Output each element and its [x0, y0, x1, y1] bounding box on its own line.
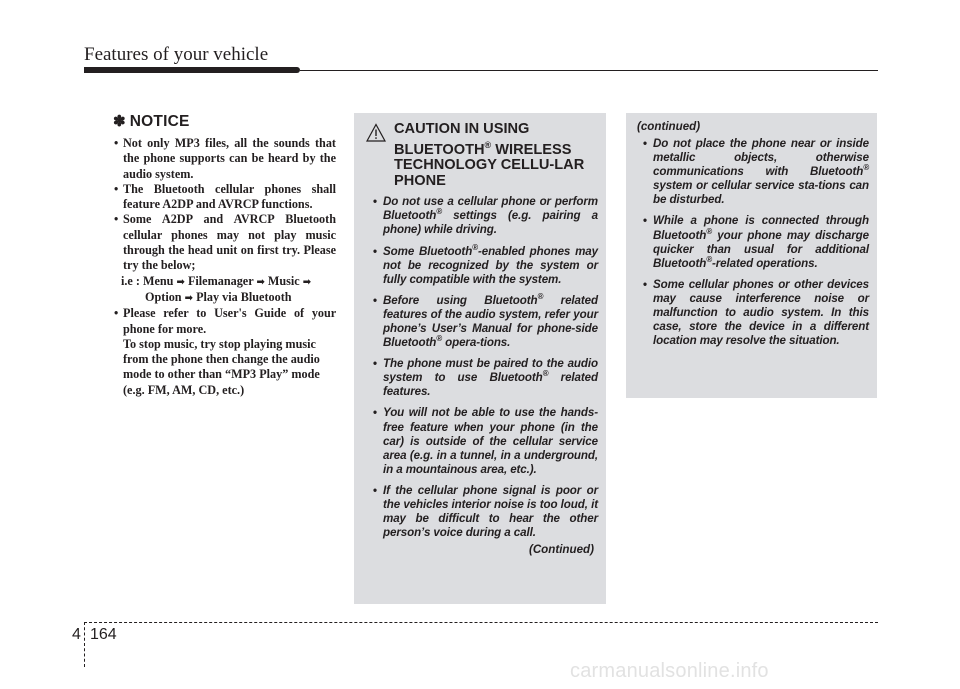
notice-heading-text: NOTICE: [129, 113, 190, 130]
caution-list: [635, 137, 869, 348]
continued-label: (Continued): [528, 543, 594, 557]
caution-item: • You will not be able to use the hands-free feature when your phone (in the car) is outside of the cellular service area (e.g. in a tunnel, in a underground, in a mountainous area, etc.).: [373, 406, 598, 476]
caution-box-continued: [626, 113, 877, 398]
caution-list: [365, 195, 598, 540]
caution-item: • Before using Bluetooth® related features of the audio system, refer your phone’s User’s Manual for phone-side Bluetooth® opera-tions.: [373, 291, 598, 350]
arrow-right-icon: ➡: [184, 292, 194, 304]
notice-item: • Not only MP3 files, all the sounds that the phone supports can be heard by the audio system.: [114, 136, 336, 181]
warning-triangle-icon: [366, 123, 386, 143]
arrow-right-icon: ➡: [256, 276, 265, 288]
watermark: carmanualsonline.info: [570, 660, 769, 682]
caution-item: • The phone must be paired to the audio system to use Bluetooth® related features.: [373, 357, 598, 399]
notice-item: • Some A2DP and AVRCP Bluetooth cellular phones may not play music through the head unit on first try. Please try the below; i.e : Menu ➡ Filemanager ➡ Music ➡ Option ➡ Play via Bluetooth: [114, 212, 336, 306]
footer-divider: [84, 622, 85, 667]
caution-item: • Do not use a cellular phone or perform Bluetooth® settings (e.g. pairing a phone) while driving.: [373, 195, 598, 237]
notice-section: [114, 112, 336, 398]
caution-header: [365, 122, 598, 189]
caution-item: • If the cellular phone signal is poor or the vehicles interior noise is too loud, it may be difficult to hear the other person’s voice during a call.: [373, 483, 598, 540]
caution-item: • Some Bluetooth®-enabled phones may not be recognized by the system or fully compatible with the system.: [373, 242, 598, 286]
caution-item: • Some cellular phones or other devices may cause interference noise or malfunction to audio system. In this case, store the device in a different location may resolve the situation.: [643, 277, 869, 348]
caution-item: • While a phone is connected through Bluetooth® your phone may discharge quicker than usual for additional Bluetooth®-related operations.: [643, 214, 869, 270]
continued-label: (continued): [637, 120, 701, 133]
header-rule-thin: [300, 70, 878, 71]
header-rule-thick: [84, 67, 300, 73]
chapter-number: 4: [72, 626, 81, 643]
notice-list: [114, 136, 336, 398]
notice-star-icon: ✽: [113, 113, 126, 130]
page-number: 164: [90, 626, 117, 643]
page-header-title: Features of your vehicle: [84, 44, 269, 65]
notice-extra: To stop music, try stop playing music from the phone then change the audio mode to other than “MP3 Play” mode (e.g. FM, AM, CD, etc.): [123, 336, 320, 397]
arrow-right-icon: ➡: [302, 276, 312, 288]
notice-heading: [113, 112, 336, 131]
caution-title: CAUTION IN USING BLUETOOTH® WIRELESS TECHNOLOGY CELLU-LAR PHONE: [394, 121, 585, 189]
arrow-right-icon: ➡: [176, 276, 185, 288]
notice-item: • The Bluetooth cellular phones shall feature A2DP and AVRCP functions.: [114, 181, 336, 212]
caution-item: • Do not place the phone near or inside metallic objects, otherwise communications with Bluetooth® system or cellular service sta-tions can be disturbed.: [643, 137, 869, 207]
footer-rule: [84, 622, 878, 623]
caution-box: [354, 113, 606, 604]
notice-ie-path-cont: Option ➡ Play via Bluetooth: [145, 289, 292, 304]
notice-item: • Please refer to User's Guide of your phone for more. To stop music, try stop playing music from the phone then change the audio mode to other than “MP3 Play” mode (e.g. FM, AM, CD, etc.): [114, 306, 336, 397]
notice-ie-path: i.e : Menu ➡ Filemanager ➡ Music ➡: [121, 273, 312, 288]
